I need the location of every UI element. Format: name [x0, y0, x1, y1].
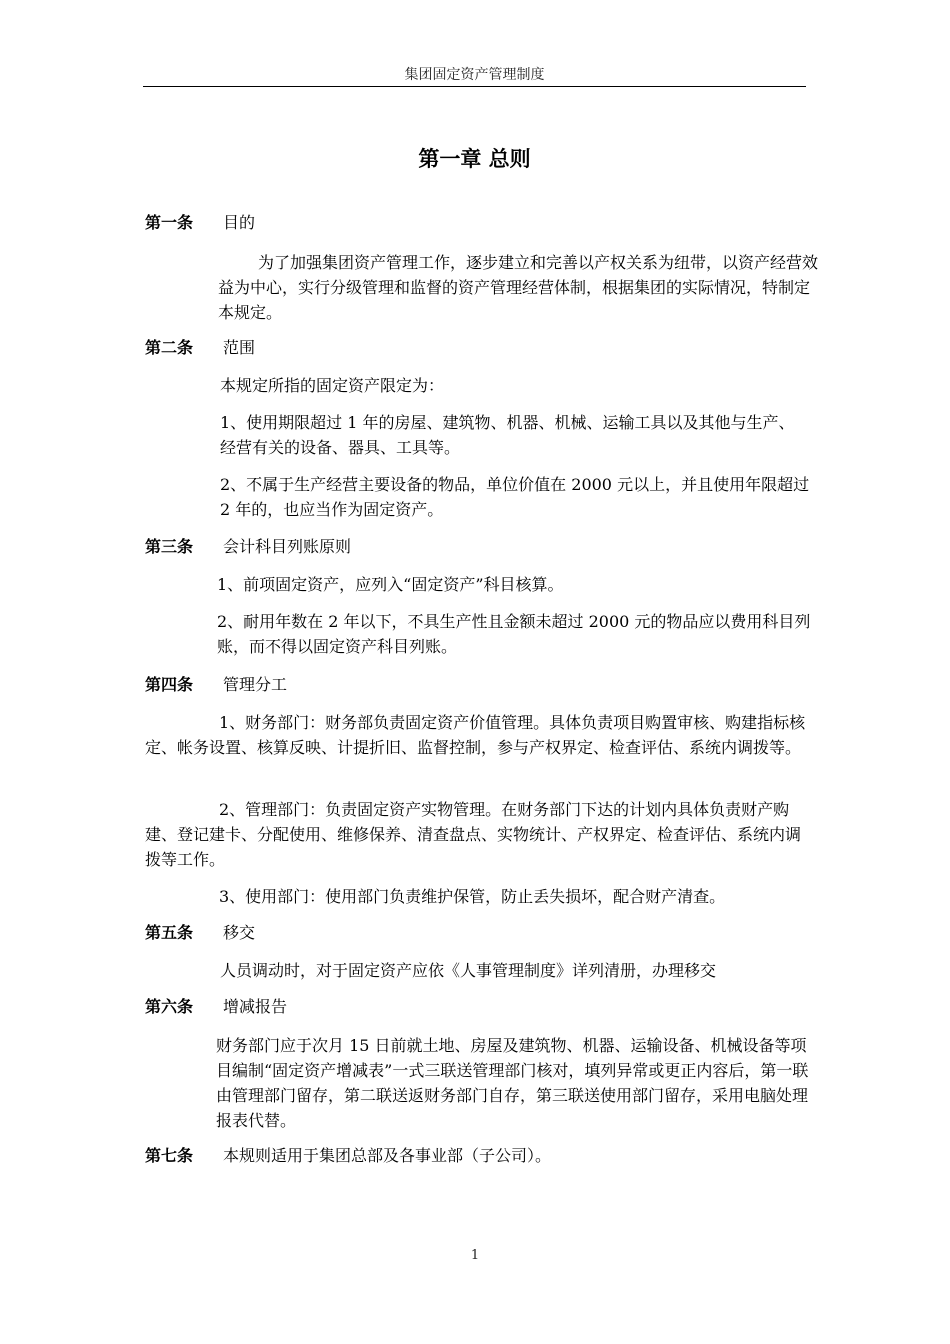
article-4-paragraph-3: 3、使用部门：使用部门负责维护保管，防止丢失损坏，配合财产清查。	[219, 887, 726, 906]
article-6-heading	[145, 996, 287, 1018]
article-3-heading	[145, 536, 351, 558]
article-3-number: 第三条	[145, 537, 194, 556]
article-4-number: 第四条	[145, 675, 194, 694]
page-header: 集团固定资产管理制度	[404, 67, 545, 83]
article-3-paragraph-2: 2、耐用年数在 2 年以下，不具生产性且金额未超过 2000 元的物品应以费用科目列账，而不得以固定资产科目列账。	[217, 612, 811, 656]
article-2-number: 第二条	[145, 338, 194, 357]
article-1-title: 目的	[223, 213, 256, 232]
article-2-title: 范围	[223, 338, 256, 357]
article-7-heading	[145, 1145, 551, 1167]
article-2-heading	[145, 337, 255, 359]
article-1-heading	[145, 212, 255, 234]
article-3-title: 会计科目列账原则	[223, 537, 352, 556]
article-4-paragraph-1: 1、财务部门：财务部负责固定资产价值管理。具体负责项目购置审核、购建指标核定、帐务设置、核算反映、计提折旧、监督控制，参与产权界定、检查评估、系统内调拨等。	[145, 713, 806, 757]
article-5-number: 第五条	[145, 923, 194, 942]
article-5-heading	[145, 922, 255, 944]
article-1-paragraph-1: 为了加强集团资产管理工作，逐步建立和完善以产权关系为纽带，以资产经营效益为中心，实行分级管理和监督的资产管理经营体制，根据集团的实际情况，特制定本规定。	[218, 253, 819, 322]
article-2-paragraph-1: 本规定所指的固定资产限定为：	[220, 376, 445, 395]
chapter-title: 第一章 总则	[418, 147, 531, 171]
article-6-paragraph-1: 财务部门应于次月 15 日前就土地、房屋及建筑物、机器、运输设备、机械设备等项目编制“固定资产增减表”一式三联送管理部门核对，填列异常或更正内容后，第一联由管理部门留存，第二联送返财务部门自存，第三联送使用部门留存，采用电脑处理报表代替。	[216, 1036, 809, 1130]
article-1-number: 第一条	[145, 213, 194, 232]
article-5-title: 移交	[223, 923, 256, 942]
article-4-paragraph-2: 2、管理部门：负责固定资产实物管理。在财务部门下达的计划内具体负责财产购建、登记建卡、分配使用、维修保养、清查盘点、实物统计、产权界定、检查评估、系统内调拨等工作。	[145, 800, 802, 869]
article-6-number: 第六条	[145, 997, 194, 1016]
article-6-title: 增减报告	[223, 997, 288, 1016]
article-2-paragraph-2: 1、使用期限超过 1 年的房屋、建筑物、机器、机械、运输工具以及其他与生产、经营有关的设备、器具、工具等。	[220, 413, 795, 457]
article-3-paragraph-1: 1、前项固定资产，应列入“固定资产”科目核算。	[217, 575, 564, 594]
article-4-heading	[145, 674, 287, 696]
header-rule	[143, 86, 806, 87]
article-2-paragraph-3: 2、不属于生产经营主要设备的物品，单位价值在 2000 元以上，并且使用年限超过 2 年的，也应当作为固定资产。	[220, 475, 810, 519]
article-4-title: 管理分工	[223, 675, 288, 694]
article-5-paragraph-1: 人员调动时，对于固定资产应依《人事管理制度》详列清册，办理移交	[220, 961, 717, 980]
article-7-title: 本规则适用于集团总部及各事业部（子公司）。	[223, 1146, 552, 1165]
article-7-number: 第七条	[145, 1146, 194, 1165]
page-number: 1	[470, 1248, 480, 1263]
